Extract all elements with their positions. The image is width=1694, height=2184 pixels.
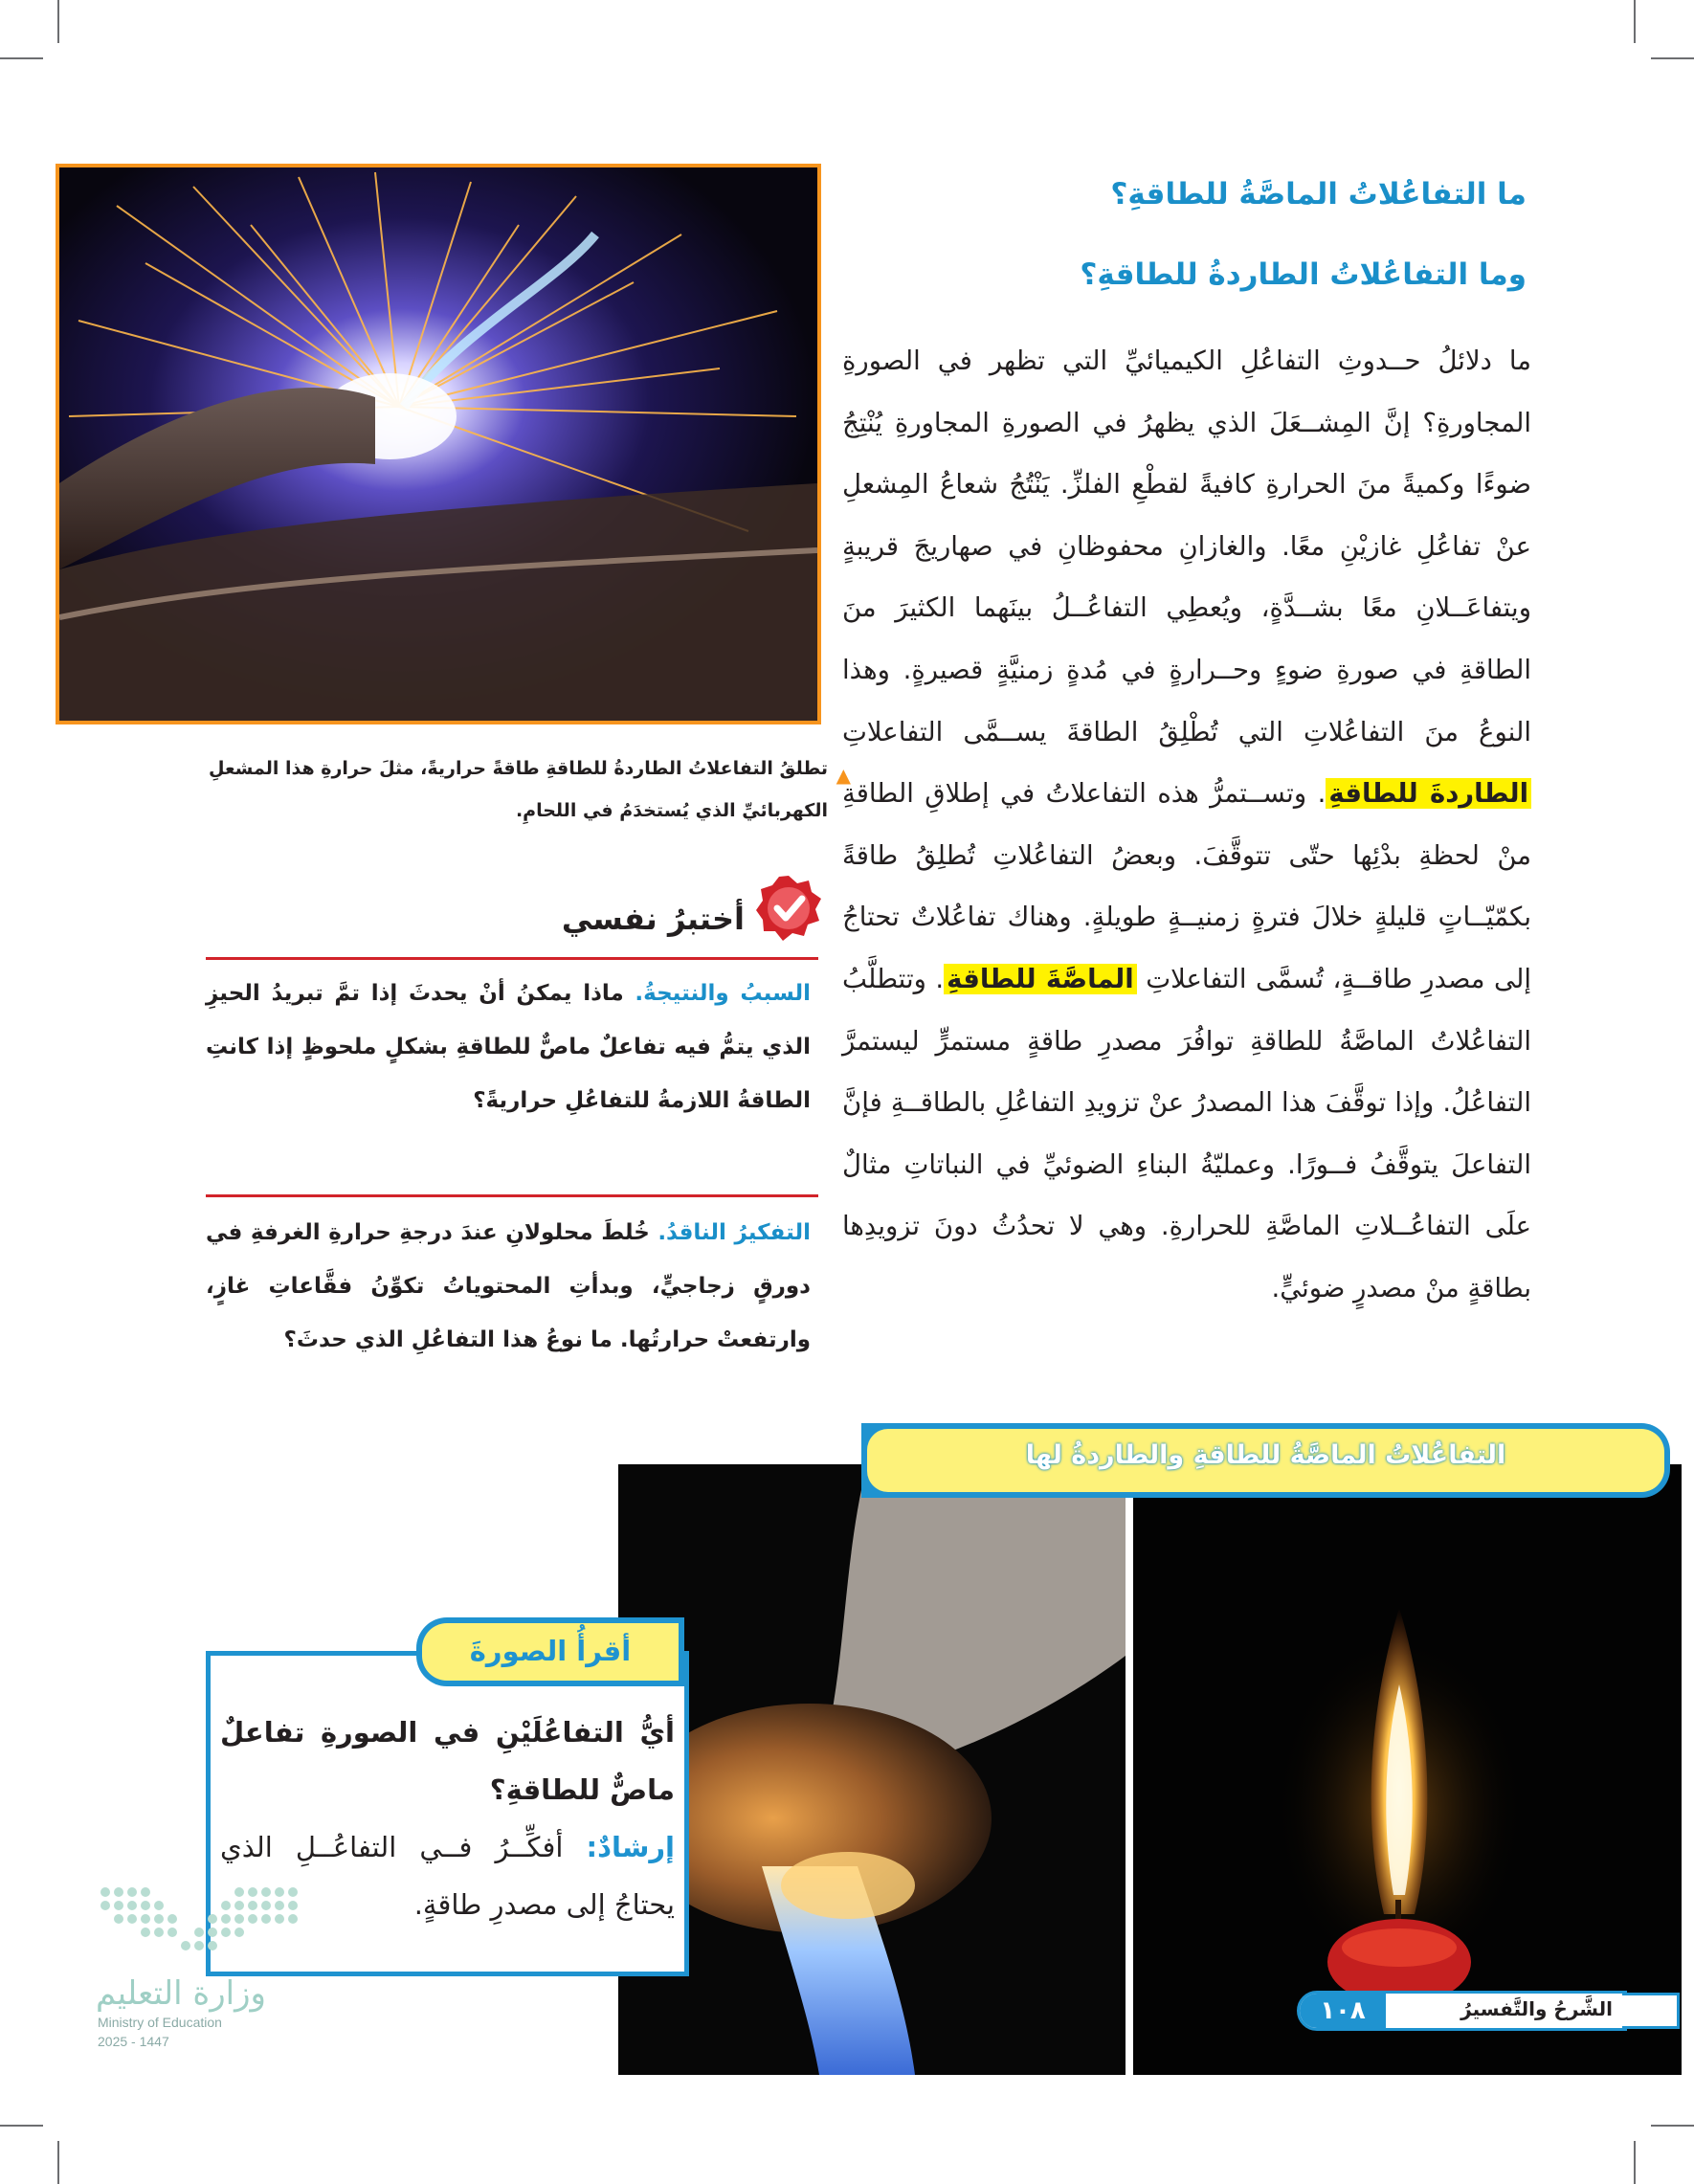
hint-label: إرشادٌ: <box>586 1831 675 1863</box>
figure-banner-title: التفاعُلاتُ الماصَّةُ للطاقةِ والطاردةُ لها <box>1025 1440 1506 1470</box>
candle-photo <box>1133 1464 1682 2075</box>
footer-tab-edge <box>1622 1993 1680 2029</box>
self-test-title: أختبرُ نفسي <box>561 901 745 937</box>
reaction-photos <box>618 1464 1682 2075</box>
main-paragraph <box>842 330 1531 1320</box>
crop-mark <box>57 2141 59 2184</box>
crop-mark <box>0 57 43 59</box>
hint-text: أفكِّــرُ فــي التفاعُــلِ الذي يحتاجُ إلى مصدرِ طاقةٍ. <box>220 1831 675 1921</box>
term-endothermic: الماصَّةَ للطاقةِ <box>944 964 1136 994</box>
triangle-icon: ▲ <box>836 764 851 787</box>
candle-illustration <box>1133 1464 1682 2075</box>
read-picture-question: أيُّ التفاعُلَيْنِ في الصورةِ تفاعلٌ ماصٌّ للطاقةِ؟ <box>220 1716 675 1806</box>
figure-banner-inner <box>867 1429 1664 1492</box>
page-footer <box>1297 1991 1627 2031</box>
checkmark-badge-icon <box>754 874 823 943</box>
term-exothermic: الطاردةَ للطاقةِ <box>1326 778 1531 809</box>
question-2-text: خُلطَ محلولانِ عندَ درجةِ حرارةِ الغرفةِ في دورقٍ زجاجيٍّ، وبدأتِ المحتوياتُ تكوِّنُ فقَّاعاتِ غازٍ، وارتفعتْ حرارتُها. ما نوعُ هذا التفاعُلِ الذي حدثَ؟ <box>206 1220 811 1352</box>
gas-burner-photo <box>618 1464 1126 2075</box>
ministry-arabic-name: وزارة التعليم <box>96 1974 266 2013</box>
crop-mark <box>1634 0 1636 43</box>
heading-exothermic-question: وما التفاعُلاتُ الطاردةُ للطاقةِ؟ <box>1080 257 1527 292</box>
welding-sparks-illustration <box>59 167 817 721</box>
read-picture-title: أقرأُ الصورةَ <box>469 1635 632 1667</box>
section-name: الشَّرحُ والتَّفسيرُ <box>1460 1997 1613 2020</box>
question-2-lead: التفكيرُ الناقدُ. <box>658 1220 811 1245</box>
ministry-logo <box>96 1881 325 2058</box>
question-1-lead: السببُ والنتيجةُ. <box>635 981 811 1006</box>
gas-burner-illustration <box>618 1464 1126 2075</box>
welding-torch-photo <box>56 164 821 724</box>
self-test-question-2 <box>206 1206 811 1367</box>
question-1-text: ماذا يمكنُ أنْ يحدثَ إذا تمَّ تبريدُ الحيزِ الذي يتمُّ فيه تفاعلٌ ماصٌّ للطاقةِ بشكلٍ ملحوظٍ إذا كانتِ الطاقةُ اللازمةُ للتفاعُلِ حراريةً؟ <box>206 981 811 1113</box>
paragraph-part-3: . وتتطلَّبُ التفاعُلاتُ الماصَّةُ للطاقةِ توافُرَ مصدرِ طاقةٍ مستمرٍّ ليستمرَّ التفاعُلُ. وإذا توقَّفَ هذا المصدرُ عنْ تزويدِ التفاعُلِ بالطاقــةِ فإنَّ التفاعلَ يتوقَّفُ فــورًا. وعمليّةُ البناءِ الضوئيِّ في النباتاتِ مثالٌ علَى التفاعُــلاتِ الماصَّةِ للحرارةِ. وهي لا تحدُثُ دونَ تزويدِها بطاقةٍ منْ مصدرٍ ضوئيٍّ. <box>842 963 1531 1304</box>
ministry-year: 2025 - 1447 <box>98 2034 169 2049</box>
figure-banner <box>861 1423 1670 1498</box>
ministry-english-name: Ministry of Education <box>98 2015 222 2030</box>
page-number: ١٠٨ <box>1300 1994 1386 2028</box>
self-test-question-1 <box>206 967 811 1127</box>
divider <box>206 957 818 960</box>
read-picture-tab-inner <box>422 1623 679 1681</box>
crop-mark <box>57 0 59 43</box>
photo-caption <box>191 747 851 832</box>
crop-mark <box>0 2125 43 2127</box>
divider <box>206 1194 818 1197</box>
crop-mark <box>1634 2141 1636 2184</box>
heading-endothermic-question: ما التفاعُلاتُ الماصَّةُ للطاقةِ؟ <box>1110 177 1527 212</box>
ministry-dots-icon <box>96 1881 306 1967</box>
crop-mark <box>1651 2125 1694 2127</box>
photo-caption-text: تطلقُ التفاعلاتُ الطاردةُ للطاقةِ طاقةً حراريةً، مثلَ حرارةِ هذا المشعلِ الكهربائيِّ الذي يُستخدَمُ في اللحامِ. <box>208 758 828 821</box>
paragraph-part-2: . وتســتمرُّ هذه التفاعلاتُ في إطلاقِ الطاقةِ منْ لحظةِ بدْئِها حتّى تتوقَّفَ. وبعضُ التفاعُلاتِ تُطلِقُ طاقةً بكمّيّــاتٍ قليلةٍ خلالَ فترةٍ زمنيــةٍ طويلةٍ. وهناك تفاعُلاتٌ تحتاجُ إلى مصدرِ طاقــةٍ، تُسمَّى التفاعلاتِ <box>842 778 1531 994</box>
crop-mark <box>1651 57 1694 59</box>
read-picture-tab <box>416 1617 684 1686</box>
paragraph-part-1: ما دلائلُ حــدوثِ التفاعُلِ الكيميائيِّ التي تظهر في الصورةِ المجاورةِ؟ إنَّ المِشــعَلَ الذي يظهرُ في الصورةِ المجاورةِ يُنْتِجُ ضوءًا وكميةً منَ الحرارةِ كافيةً لقطْعِ الفلزِّ. يَنْتُجُ شعاعُ المِشعلِ عنْ تفاعُلِ غازيْنِ معًا. والغازانِ محفوظانِ في صهاريجَ قريبةٍ ويتفاعَــلانِ معًا بشــدَّةٍ، ويُعطِي التفاعُــلُ بينَهما الكثيرَ منَ الطاقةِ في صورةِ ضوءٍ وحــرارةٍ في مُدةٍ زمنيَّةٍ قصيرةٍ. وهذا النوعُ منَ التفاعُلاتِ التي تُطْلِقُ الطاقةَ يســمَّى التفاعلاتِ <box>842 345 1531 747</box>
